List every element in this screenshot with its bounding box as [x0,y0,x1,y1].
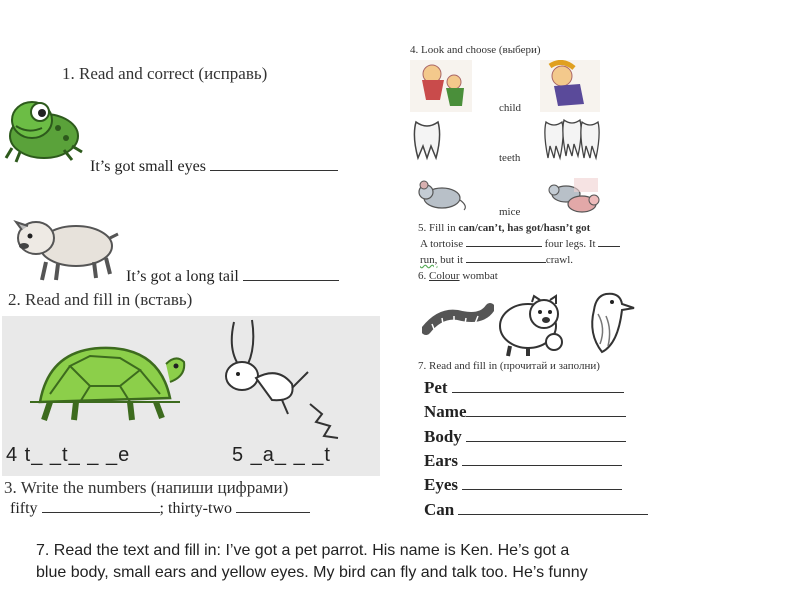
bottom-line-1: 7. Read the text and fill in: I’ve got a pet parrot. His name is Ken. He’s got a [36,542,570,559]
bottom-line-2: blue body, small ears and yellow eyes. My bird can fly and talk too. He’s funny [36,564,588,581]
task4-title: 4. Look and choose (выбери) [410,44,541,56]
answer-blank[interactable] [210,169,338,171]
task7-field-eyes: Eyes [424,475,622,495]
teeth-image [544,118,600,162]
task1-sentence2: It’s got a long tail [126,268,339,286]
child-image [540,60,600,112]
task7-field-name: Name [424,402,626,422]
task1-sentence1: It’s got small eyes [90,158,338,176]
children-image [410,60,472,112]
task5-line2: run, but it crawl. [420,254,574,266]
kookaburra-image [578,284,636,356]
task2-word1: 4 t_ _t_ _ _e [6,444,131,466]
answer-blank[interactable] [42,511,160,513]
task7-field-body: Body [424,427,626,447]
bulldog-image [10,208,120,284]
frog-image [2,92,84,164]
task2-word2: 5 _a_ _ _t [232,444,331,466]
answer-blank[interactable] [236,511,310,513]
answer-blank[interactable] [462,464,622,466]
task5-title: 5. Fill in can/can’t, has got/hasn’t got [418,222,591,234]
task4-word-child: child [499,102,521,114]
task4-word-mice: mice [499,206,521,218]
task4-word-teeth: teeth [499,152,521,164]
answer-blank[interactable] [466,440,626,442]
task5-line1: A tortoise four legs. It [420,238,620,250]
answer-blank[interactable] [466,261,546,263]
answer-blank[interactable] [452,391,624,393]
task7-title: 7. Read and fill in (прочитай и заполни) [418,360,600,372]
answer-blank[interactable] [462,488,622,490]
answer-blank[interactable] [466,415,626,417]
task3-line: fifty ; thirty-two [10,500,310,518]
tooth-image [412,120,442,162]
task7-field-can: Can [424,500,648,520]
answer-blank[interactable] [598,245,620,247]
task7-field-ears: Ears [424,451,622,471]
answer-blank[interactable] [466,245,542,247]
answer-blank[interactable] [243,279,339,281]
bottom-instruction [36,540,776,584]
tortoise-image [20,336,190,426]
task2-title: 2. Read and fill in (вставь) [8,290,193,309]
task7-field-pet: Pet [424,378,624,398]
rabbit-image [212,318,362,448]
worm-image [422,300,494,346]
task3-title: 3. Write the numbers (напиши цифрами) [4,478,289,497]
task1-title: 1. Read and correct (исправь) [62,64,268,83]
task6-title: 6. Colour wombat [418,270,498,282]
mice-image [544,174,602,214]
answer-blank[interactable] [458,513,648,515]
wombat-image [494,292,570,358]
mouse-image [414,176,468,212]
